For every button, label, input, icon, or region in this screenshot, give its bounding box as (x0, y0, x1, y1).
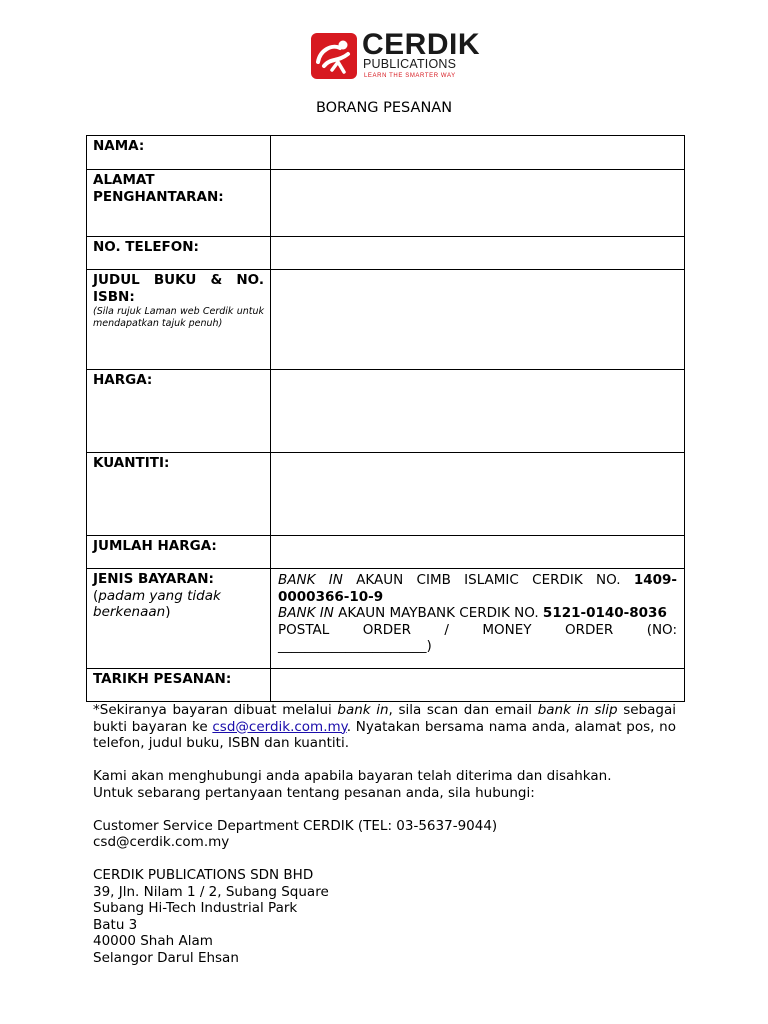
label-alamat: ALAMAT PENGHANTARAN: (87, 170, 271, 237)
judul-note: (Sila rujuk Laman web Cerdik untuk mendapatkan tajuk penuh) (93, 306, 264, 329)
email-link[interactable]: csd@cerdik.com.my (212, 718, 347, 735)
label-jumlah: JUMLAH HARGA: (87, 536, 271, 569)
input-harga[interactable] (271, 370, 685, 453)
address-line: Batu 3 (93, 916, 138, 933)
label-jenis-bayaran: JENIS BAYARAN: (padam yang tidak berkenaan) (87, 569, 271, 669)
address-line: Selangor Darul Ehsan (93, 949, 239, 966)
row-telefon (87, 237, 685, 270)
label-kuantiti: KUANTITI: (87, 453, 271, 536)
logo-subtitle: PUBLICATIONS (363, 57, 457, 71)
contact-line-2: Untuk sebarang pertanyaan tentang pesanan anda, sila hubungi: (93, 784, 535, 801)
cerdik-logo (310, 28, 481, 82)
row-jenis-bayaran (87, 569, 685, 669)
row-nama (87, 136, 685, 170)
logo-tagline: LEARN THE SMARTER WAY (364, 73, 456, 79)
cerdik-logo-icon (310, 32, 358, 80)
payment-option-postal[interactable]: POSTAL ORDER / MONEY ORDER (NO: ______________________) (278, 621, 677, 654)
input-telefon[interactable] (271, 237, 685, 270)
label-tarikh: TARIKH PESANAN: (87, 669, 271, 702)
order-form-table (86, 135, 685, 702)
jenis-note: (padam yang tidak berkenaan) (93, 587, 221, 620)
payment-option-cimb[interactable]: BANK IN AKAUN CIMB ISLAMIC CERDIK NO. 1409-0000366-10-9 (278, 572, 677, 605)
input-nama[interactable] (271, 136, 685, 170)
address-line: Subang Hi-Tech Industrial Park (93, 900, 298, 916)
csd-line: Customer Service Department CERDIK (TEL: 03-5637-9044) (93, 817, 498, 834)
row-kuantiti (87, 453, 685, 536)
payment-options (271, 569, 685, 669)
input-judul[interactable] (271, 270, 685, 370)
row-jumlah (87, 536, 685, 569)
contact-line-1: Kami akan menghubungi anda apabila bayaran telah diterima dan disahkan. (93, 768, 612, 784)
logo-name: CERDIK (362, 28, 481, 61)
footer-notes (93, 702, 676, 966)
row-alamat (87, 170, 685, 237)
form-title: BORANG PESANAN (315, 100, 453, 116)
address-line: 39, Jln. Nilam 1 / 2, Subang Square (93, 883, 329, 900)
csd-email: csd@cerdik.com.my (93, 834, 230, 850)
label-harga: HARGA: (87, 370, 271, 453)
address-line: 40000 Shah Alam (93, 933, 213, 949)
row-judul (87, 270, 685, 370)
input-jumlah[interactable] (271, 536, 685, 569)
row-tarikh (87, 669, 685, 702)
input-tarikh[interactable] (271, 669, 685, 702)
label-nama: NAMA: (87, 136, 271, 170)
row-harga (87, 370, 685, 453)
label-judul: JUDUL BUKU & NO. ISBN: (Sila rujuk Laman web Cerdik untuk mendapatkan tajuk penuh) (87, 270, 271, 370)
address-line: CERDIK PUBLICATIONS SDN BHD (93, 867, 314, 883)
label-telefon: NO. TELEFON: (87, 237, 271, 270)
input-alamat[interactable] (271, 170, 685, 237)
input-kuantiti[interactable] (271, 453, 685, 536)
payment-option-maybank[interactable]: BANK IN AKAUN MAYBANK CERDIK NO. 5121-0140-8036 (278, 605, 667, 621)
payment-instruction: *Sekiranya bayaran dibuat melalui bank in, sila scan dan email bank in slip sebagai bukti bayaran ke csd@cerdik.com.my. Nyatakan bersama nama anda, alamat pos, no telefon, judul buku, ISBN dan kuantiti. (93, 702, 676, 751)
